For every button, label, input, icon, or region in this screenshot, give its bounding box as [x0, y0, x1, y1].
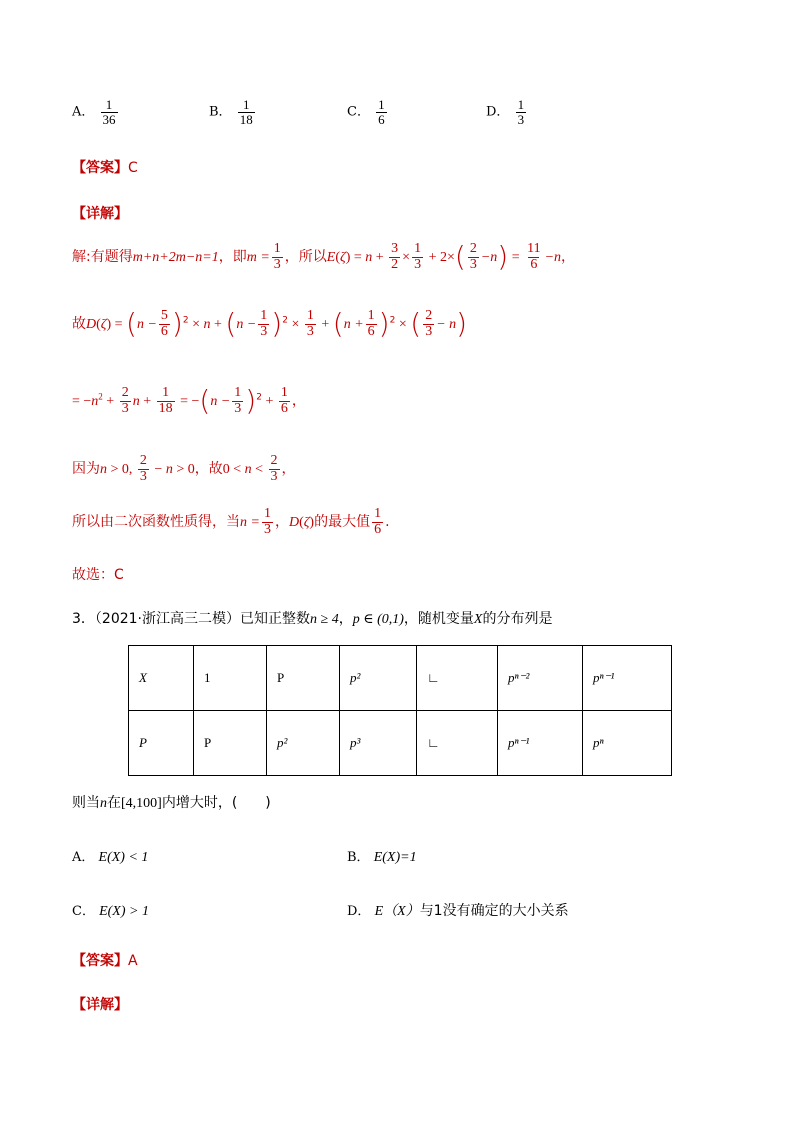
option-letter: A． [72, 850, 95, 865]
q3-option-d [347, 900, 569, 920]
table-cell: pⁿ [583, 711, 672, 776]
table-cell: p² [340, 646, 417, 711]
option-expression: E(X)=1 [373, 850, 417, 865]
table-cell: P [194, 711, 267, 776]
q3-option-b [347, 846, 417, 866]
option-letter: D． [347, 904, 371, 919]
detail-label-2: 【详解】 [72, 997, 128, 1013]
answer-label: 【答案】 [72, 953, 128, 969]
conclusion-label: 故选： [72, 567, 114, 583]
option-letter: D． [486, 104, 510, 120]
answer-label: 【答案】 [72, 160, 128, 176]
table-cell: ∟ [417, 711, 498, 776]
option-letter: B． [209, 104, 232, 120]
table-cell: P [267, 646, 340, 711]
question-3-prompt: 则当n在[4,100]内增大时，( ) [72, 795, 271, 811]
option-letter: C． [347, 104, 370, 120]
q3-option-a [72, 846, 148, 866]
option-letter: B． [347, 850, 370, 865]
table-cell: 1 [194, 646, 267, 711]
table-cell: p³ [340, 711, 417, 776]
question-source: （2021·浙江高三二模） [94, 611, 241, 627]
table-cell: X [129, 646, 194, 711]
option-expression: E(X) > 1 [99, 904, 149, 919]
conclusion-line [72, 564, 124, 584]
question-number: 3． [72, 611, 95, 627]
table-cell: pⁿ⁻¹ [583, 646, 672, 711]
option-a [72, 98, 120, 126]
solution-line-4: 因为n > 0, $\frac{2}{3}$ − n > 0，故0 < n < $\frac{2}{3}$ ， [72, 453, 296, 484]
distribution-table [128, 645, 672, 776]
answer-line-2 [72, 950, 138, 970]
option-letter: A． [72, 104, 95, 120]
option-expression: E(X) < 1 [98, 850, 149, 865]
solution-line-3: = $-n^2$ + $\frac{2}{3}$ n + $\frac{1}{18}$ = −(n − $\frac{1}{3}$ )$^2$ + $\frac{1}{6}$ ， [72, 384, 306, 418]
solution-line-1: 解:有题得m+n+2m−n=1，即m = $\frac{1}{3}$ ，所以E(ζ) = n + $\frac{3}{2}$ × $\frac{1}{3}$ + 2×( $\frac{2}{3}$ −n) = $\frac{11}{6}$ −n， [72, 240, 576, 274]
table-cell: ∟ [417, 646, 498, 711]
conclusion-value: C [114, 567, 124, 583]
option-fraction: $\frac{1}{3}$ [517, 97, 525, 127]
solution-line-2: 故D(ζ) = (n − $\frac{5}{6}$ )$^2$ × n + (n − $\frac{1}{3}$ )$^2$ × $\frac{1}{3}$ + (n + $\frac{1}{6}$ )$^2$ × ( $\frac{2}{3}$ − n) [72, 307, 468, 341]
option-fraction: $\frac{1}{6}$ [378, 97, 385, 127]
answer-line [72, 157, 138, 177]
option-d [486, 98, 528, 126]
option-text: 与1没有确定的大小关系 [419, 903, 569, 919]
option-c [347, 98, 389, 126]
detail-label: 【详解】 [72, 206, 128, 222]
option-letter: C． [72, 904, 95, 919]
q3-option-c [72, 900, 149, 920]
option-fraction: $\frac{1}{18}$ [239, 97, 253, 127]
answer-value: A [128, 953, 138, 969]
answer-value: C [128, 160, 138, 176]
option-b [209, 98, 257, 126]
table-row [129, 711, 672, 776]
option-fraction: $\frac{1}{36}$ [102, 97, 116, 127]
table-row [129, 646, 672, 711]
solution-line-5: 所以由二次函数性质得，当n = $\frac{1}{3}$ ，D(ζ)的最大值 $\frac{1}{6}$ . [72, 506, 390, 537]
table-cell: p² [267, 711, 340, 776]
table-cell: P [129, 711, 194, 776]
table-cell: pⁿ⁻¹ [498, 711, 583, 776]
option-expression: E（X） [374, 904, 420, 919]
table-cell: pⁿ⁻² [498, 646, 583, 711]
question-3-stem: 3．（2021·浙江高三二模）已知正整数n ≥ 4，p ∈ (0,1)，随机变量X的分布列是 [72, 611, 553, 627]
